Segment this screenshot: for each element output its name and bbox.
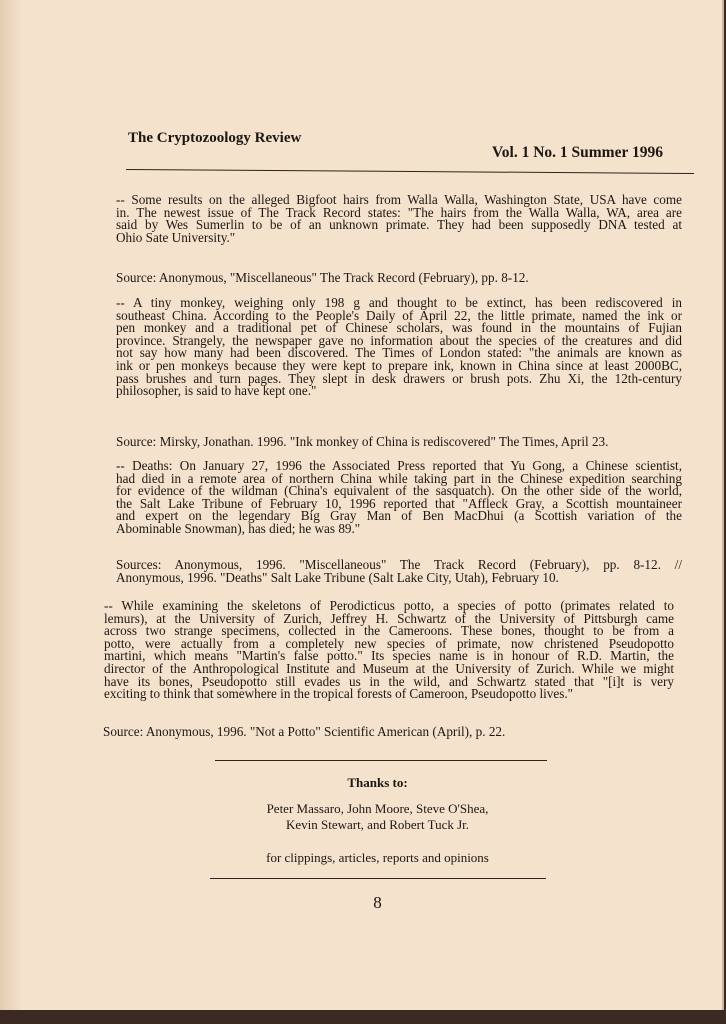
text-line: not say how many had been discovered. The Times of London stated: "the animals are known as xyxy=(116,345,682,361)
text-line: pass brushes and turn pages. They slept in desk drawers or brush pots. Zhu Xi, the 12th-century xyxy=(116,370,682,386)
item-bigfoot xyxy=(116,194,682,244)
text-line: for evidence of the wildman (China's equivalent of the sasquatch). On the other side of the world, xyxy=(116,483,682,499)
text-line: -- Some results on the alleged Bigfoot hairs from Walla Walla, Washington State, USA have come xyxy=(116,192,682,207)
text-line: -- Deaths: On January 27, 1996 the Associated Press reported that Yu Gong, a Chinese scientist, xyxy=(116,458,682,473)
text-line: -- A tiny monkey, weighing only 198 g and thought to be extinct, has been rediscovered in xyxy=(116,295,682,310)
text-line: in. The newest issue of The Track Record states: "The hairs from the Walla Walla, WA, area are xyxy=(116,204,682,220)
text-line: pen monkey and a traditional pet of Chinese scholars, was found in the mountains of Fujian xyxy=(116,320,682,336)
text-line: ink or pen monkeys because they were kept to prepare ink, known in China since at least 2000BC, xyxy=(116,357,682,373)
thanks-heading: Thanks to: xyxy=(347,775,408,790)
source-citation: Source: Anonymous, 1996. "Not a Potto" Scientific American (April), p. 22. xyxy=(103,724,506,739)
text-line: martini, which means "Martin's false potto." Its species name is in honour of R.D. Martin, the xyxy=(104,648,674,664)
item-deaths xyxy=(116,460,682,536)
section-rule xyxy=(210,878,546,879)
text-line: said by Wes Sumerlin to be of an unknown primate. They had been supposedly DNA tested at xyxy=(116,217,682,233)
thanks-names: Peter Massaro, John Moore, Steve O'Shea, xyxy=(266,801,489,816)
text-line: the Salt Lake Tribune of February 10, 1996 reported that "Affleck Gray, a Scottish mountaineer xyxy=(116,495,682,511)
text-line: southeast China. According to the People's Daily of April 22, the little primate, named the ink or xyxy=(116,307,682,323)
journal-title: The Cryptozoology Review xyxy=(128,130,302,146)
source-citation: Source: Anonymous, "Miscellaneous" The Track Record (February), pp. 8-12. xyxy=(116,270,529,285)
page-number: 8 xyxy=(373,893,382,912)
item-pseudopotto xyxy=(104,600,674,701)
item-ink-monkey xyxy=(116,297,682,398)
thanks-names: Kevin Stewart, and Robert Tuck Jr. xyxy=(285,817,470,832)
text-line: across two strange specimens, collected in the Cameroons. These bones, thought to be from a xyxy=(104,623,674,639)
source-citation: Source: Mirsky, Jonathan. 1996. "Ink monkey of China is rediscovered" The Times, April 23. xyxy=(116,434,609,449)
text-line: -- While examining the skeletons of Perodicticus potto, a species of potto (primates related to xyxy=(104,598,674,613)
text-line: philosopher, is said to have kept one." xyxy=(116,383,317,399)
text-line: director of the Anthropological Institute and Museum at the University of Zurich. While we might xyxy=(104,660,674,676)
text-line: and expert on the legendary Big Gray Man of Ben MacDhui (a Scottish variation of the xyxy=(116,508,682,524)
header-rule xyxy=(126,169,694,174)
text-line: province. Strangely, the newspaper gave no information about the species of the creatures and did xyxy=(116,332,682,348)
text-line: exciting to think that somewhere in the tropical forests of Cameroon, Pseudopotto lives." xyxy=(104,686,574,702)
issue-info: Vol. 1 No. 1 Summer 1996 xyxy=(492,144,663,161)
text-line: lemurs), at the University of Zurich, Jeffrey H. Schwartz of the University of Pittsburgh came xyxy=(104,610,674,626)
text-line: have its bones, Pseudopotto still evades us in the wild, and Schwartz stated that "[i]t is very xyxy=(104,673,674,689)
source-citation: Anonymous, 1996. "Deaths" Salt Lake Tribune (Salt Lake City, Utah), February 10. xyxy=(116,570,559,585)
section-rule xyxy=(215,760,547,761)
source-citation: Sources: Anonymous, 1996. "Miscellaneous" The Track Record (February), pp. 8-12. // xyxy=(116,557,682,572)
text-line: Abominable Snowman), has died; he was 89." xyxy=(116,520,361,536)
text-line: potto, were actually from a completely new species of primate, now christened Pseudopotto xyxy=(104,635,674,651)
page-edge xyxy=(0,0,22,1010)
thanks-note: for clippings, articles, reports and opinions xyxy=(266,850,489,865)
text-line: Ohio Sate University." xyxy=(116,229,236,245)
text-line: had died in a remote area of northern China while taking part in the Chinese expedition searching xyxy=(116,470,682,486)
